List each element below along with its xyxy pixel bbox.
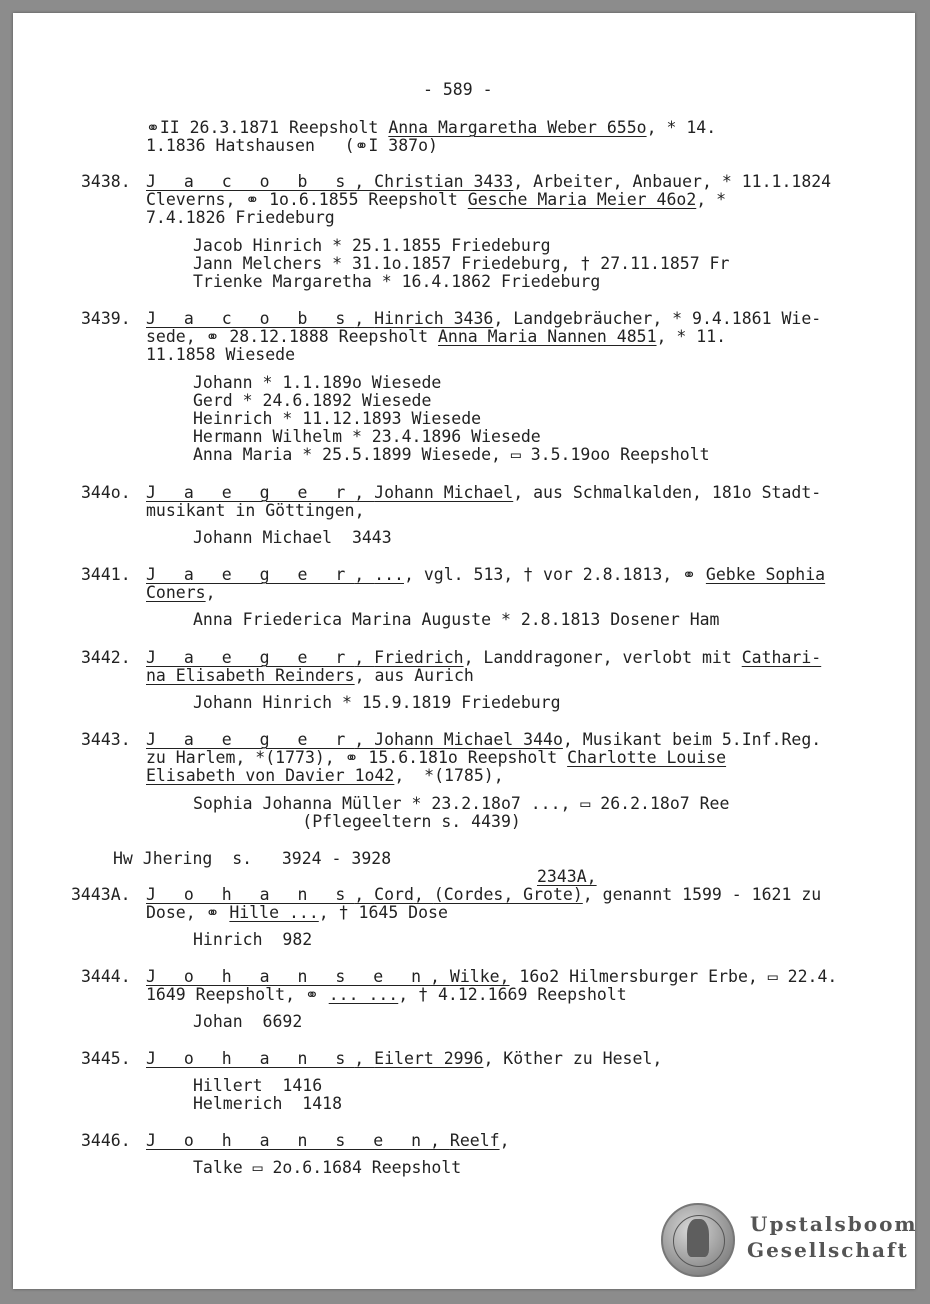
spouse-name: Coners — [146, 583, 206, 602]
entry-3439-line-2: sede, ⚭ 28.12.1888 Reepsholt Anna Maria Nannen 4851, * 11. — [146, 327, 727, 346]
child-entry: Hillert 1416 — [193, 1076, 323, 1095]
entry-3445-line-1: J o h a n s, Eilert 2996, Köther zu Hesel, — [146, 1049, 663, 1068]
spouse-name: Charlotte Louise — [567, 748, 727, 767]
child-entry: Helmerich 1418 — [193, 1094, 343, 1113]
surname: J o h a n s — [146, 885, 355, 904]
child-entry: Johann * 1.1.189o Wiesede — [193, 373, 442, 392]
given-name: Wilke, — [449, 967, 510, 986]
entry-3444-line-2: 1649 Reepsholt, ⚭ ... ..., † 4.12.1669 Reepsholt — [146, 985, 627, 1004]
entry-number-3444: 3444. — [81, 967, 131, 986]
entry-number-3441: 3441. — [81, 565, 131, 584]
surname: J a c o b s — [146, 172, 355, 191]
page-number: - 589 - — [423, 80, 493, 99]
entry-3443-line-2: zu Harlem, *(1773), ⚭ 15.6.181o Reepsholt Charlotte Louise — [146, 748, 727, 767]
child-note: (Pflegeeltern s. 4439) — [193, 812, 521, 831]
given-name: Hinrich 3436 — [374, 309, 494, 328]
spouse-name: Anna Maria Nannen 4851 — [437, 327, 657, 346]
entry-3442-line-1: J a e g e r, Friedrich, Landdragoner, verlobt mit Cathari- — [146, 648, 822, 667]
entry-3443A-line-2: Dose, ⚭ Hille ..., † 1645 Dose — [146, 903, 448, 922]
entry-3439-line-1: J a c o b s, Hinrich 3436, Landgebräucher, * 9.4.1861 Wie- — [146, 309, 822, 328]
entry-3444-line-1: J o h a n s e n, Wilke, 16o2 Hilmersburger Erbe, ▭ 22.4. — [146, 967, 838, 986]
given-name: Johann Michael — [374, 483, 514, 502]
given-name: Eilert 2996 — [374, 1049, 484, 1068]
child-entry: Hinrich 982 — [193, 930, 313, 949]
document-page — [13, 13, 918, 1289]
entry-number-3439: 3439. — [81, 309, 131, 328]
entry-3443-line-1: J a e g e r, Johann Michael 344o, Musikant beim 5.Inf.Reg. — [146, 730, 822, 749]
entry-number-3446: 3446. — [81, 1131, 131, 1150]
entry-3439-line-3: 11.1858 Wiesede — [146, 345, 296, 364]
surname: J o h a n s e n — [146, 967, 431, 986]
given-name: Christian 3433 — [374, 172, 514, 191]
child-entry: Sophia Johanna Müller * 23.2.18o7 ..., ▭ 26.2.18o7 Ree — [193, 794, 730, 813]
continuation-line-2: 1.1836 Hatshausen (⚭I 387o) — [146, 136, 438, 155]
entry-number-3443A: 3443A. — [71, 885, 131, 904]
spouse-name: na Elisabeth Reinders — [146, 666, 355, 685]
entry-3441-line-1: J a e g e r, ..., vgl. 513, † vor 2.8.1813, ⚭ Gebke Sophia — [146, 565, 826, 584]
entry-number-3443: 3443. — [81, 730, 131, 749]
spouse-name: Elisabeth von Davier 1o42 — [146, 766, 395, 785]
entry-number-3445: 3445. — [81, 1049, 131, 1068]
spouse-name: Hille ... — [229, 903, 319, 922]
child-entry: Anna Maria * 25.5.1899 Wiesede, ▭ 3.5.19oo Reepsholt — [193, 445, 710, 464]
child-entry: Jacob Hinrich * 25.1.1855 Friedeburg — [193, 236, 551, 255]
given-name: Cord — [374, 885, 414, 904]
entry-3441-line-2: Coners, — [146, 583, 216, 602]
entry-number-3442: 3442. — [81, 648, 131, 667]
entry-3440-line-2: musikant in Göttingen, — [146, 501, 365, 520]
entry-3438-line-3: 7.4.1826 Friedeburg — [146, 208, 335, 227]
child-entry: Anna Friederica Marina Auguste * 2.8.1813 Dosener Ham — [193, 610, 720, 629]
spouse-name: Cathari- — [741, 648, 822, 667]
child-entry: Hermann Wilhelm * 23.4.1896 Wiesede — [193, 427, 541, 446]
surname: J a e g e r — [146, 648, 355, 667]
child-entry: Johan 6692 — [193, 1012, 303, 1031]
surname: J a e g e r — [146, 565, 355, 584]
spouse-name: Gesche Maria Meier 46o2 — [467, 190, 697, 209]
surname: J a e g e r — [146, 483, 355, 502]
child-entry: Heinrich * 11.12.1893 Wiesede — [193, 409, 482, 428]
spouse-name: ... ... — [328, 985, 399, 1004]
entry-number-3438: 3438. — [81, 172, 131, 191]
interlinear-note: 2343A, — [537, 867, 597, 886]
society-seal-icon — [661, 1203, 735, 1277]
entry-3446-line-1: J o h a n s e n, Reelf, — [146, 1131, 510, 1150]
alias-names: (Cordes, Grote) — [433, 885, 583, 904]
child-entry: Johann Michael 3443 — [193, 528, 392, 547]
entry-3438-line-1: J a c o b s, Christian 3433, Arbeiter, Anbauer, * 11.1.1824 — [146, 172, 832, 191]
child-entry: Johann Hinrich * 15.9.1819 Friedeburg — [193, 693, 561, 712]
logo-line-2: Gesellschaft — [747, 1238, 909, 1262]
entry-3438-line-2: Cleverns, ⚭ 1o.6.1855 Reepsholt Gesche Maria Meier 46o2, * — [146, 190, 727, 209]
child-entry: Jann Melchers * 31.1o.1857 Friedeburg, † 27.11.1857 Fr — [193, 254, 730, 273]
entry-3443A-line-1: J o h a n s, Cord, (Cordes, Grote), genannt 1599 - 1621 zu — [146, 885, 822, 904]
surname: J o h a n s e n — [146, 1131, 431, 1150]
given-name: Johann Michael 344o — [374, 730, 563, 749]
child-entry: Trienke Margaretha * 16.4.1862 Friedeburg — [193, 272, 601, 291]
child-entry: Gerd * 24.6.1892 Wiesede — [193, 391, 432, 410]
entry-number-3440: 344o. — [81, 483, 131, 502]
spouse-name: Gebke Sophia — [705, 565, 826, 584]
continuation-line-1: ⚭II 26.3.1871 Reepsholt Anna Margaretha Weber 655o, * 14. — [146, 118, 717, 137]
entry-3443-line-3: Elisabeth von Davier 1o42, *(1785), — [146, 766, 504, 785]
surname: J a c o b s — [146, 309, 355, 328]
child-entry: Talke ▭ 2o.6.1684 Reepsholt — [193, 1158, 462, 1177]
given-name: Friedrich — [374, 648, 464, 667]
given-name: ... — [374, 565, 404, 584]
surname: J a e g e r — [146, 730, 355, 749]
spouse-name: Anna Margaretha Weber 655o — [388, 118, 647, 137]
logo-line-1: Upstalsboom — [750, 1212, 918, 1236]
surname: J o h a n s — [146, 1049, 355, 1068]
entry-3440-line-1: J a e g e r, Johann Michael, aus Schmalkalden, 181o Stadt- — [146, 483, 822, 502]
entry-3442-line-2: na Elisabeth Reinders, aus Aurich — [146, 666, 474, 685]
given-name: Reelf — [449, 1131, 500, 1150]
cross-reference: Hw Jhering s. 3924 - 3928 — [113, 849, 392, 868]
